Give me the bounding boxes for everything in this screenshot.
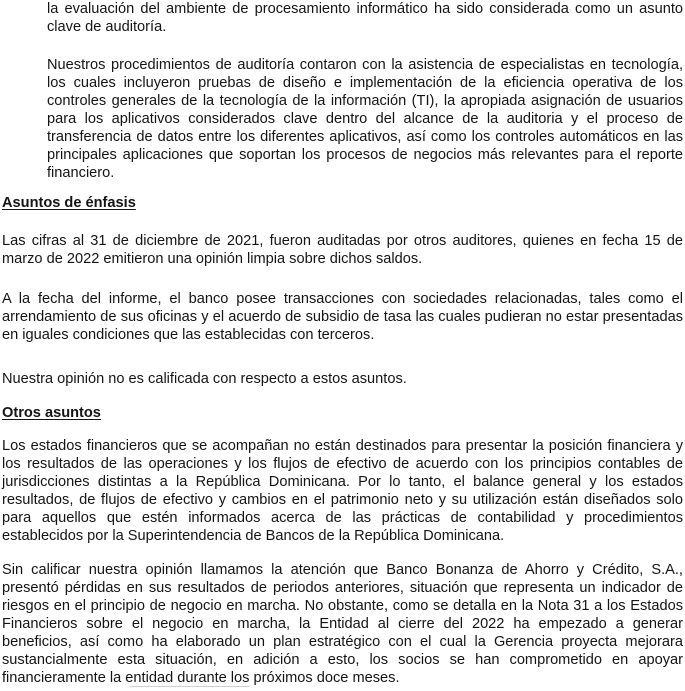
paragraph: Las cifras al 31 de diciembre de 2021, fueron auditadas por otros auditores, quienes en fecha 15 de marzo de 2022 emitieron una opinión limpia sobre dichos saldos. — [2, 233, 683, 267]
paragraph: Nuestra opinión no es calificada con respecto a estos asuntos. — [2, 371, 407, 387]
kam-procedures-block — [2, 56, 683, 182]
emphasis-paragraph-2 — [2, 290, 683, 344]
paragraph: Los estados financieros que se acompañan no están destinados para presentar la posición financiera y los resultados de las operaciones y los flujos de efectivo de acuerdo con los principios contables de jurisdicciones distintas a la República Dominicana. Por lo tanto, el balance general y los estados resultados, de flujos de efectivo y cambios en el patrimonio neto y su utilización están diseñados solo para aquellos que estén informados acerca de las prácticas de contabilidad y procedimientos establecidos por la Superintendencia de Bancos de la República Dominicana. — [2, 438, 683, 544]
paragraph: A la fecha del informe, el banco posee transacciones con sociedades relacionadas, tales como el arrendamiento de sus oficinas y el acuerdo de subsidio de tasa las cuales pudieran no estar presentadas en iguales condiciones que las establecidas con terceros. — [2, 291, 683, 343]
other-matters-paragraph-2 — [2, 561, 683, 687]
emphasis-heading-block — [2, 194, 683, 212]
kam-paragraph-continuation — [2, 0, 683, 36]
paragraph: la evaluación del ambiente de procesamiento informático ha sido considerada como un asunto clave de auditoría. — [47, 1, 683, 35]
other-matters-heading-block — [2, 404, 683, 422]
emphasis-paragraph-3 — [2, 370, 683, 388]
other-matters-paragraph-1 — [2, 437, 683, 545]
scan-artifact-line — [130, 686, 250, 687]
paragraph: Nuestros procedimientos de auditoría contaron con la asistencia de especialistas en tecnología, los cuales incluyeron pruebas de diseño e implementación de la eficiencia operativa de los controles generales de la tecnología de la información (TI), la apropiada asignación de usuarios para los aplicativos considerados clave dentro del alcance de la auditoria y el proceso de transferencia de datos entre los diferentes aplicativos, así como los controles automáticos en las principales aplicaciones que soportan los procesos de negocios más relevantes para el reporte financiero. — [47, 57, 683, 181]
section-heading-other-matters: Otros asuntos — [2, 405, 101, 421]
emphasis-paragraph-1 — [2, 232, 683, 268]
paragraph: Sin calificar nuestra opinión llamamos la atención que Banco Bonanza de Ahorro y Crédito, S.A., presentó pérdidas en sus resultados de periodos anteriores, situación que representa un indicador de riesgos en el principio de negocio en marcha. No obstante, como se detalla en la Nota 31 a los Estados Financieros sobre el negocio en marcha, la Entidad al cierre del 2022 ha empezado a generar beneficios, así como ha elaborado un plan estratégico con el cual la Gerencia proyecta mejorara sustancialmente esta situación, en adición a esto, los socios se han comprometido en apoyar financieramente la entidad durante los próximos doce meses. — [2, 562, 683, 686]
section-heading-emphasis: Asuntos de énfasis — [2, 195, 136, 211]
